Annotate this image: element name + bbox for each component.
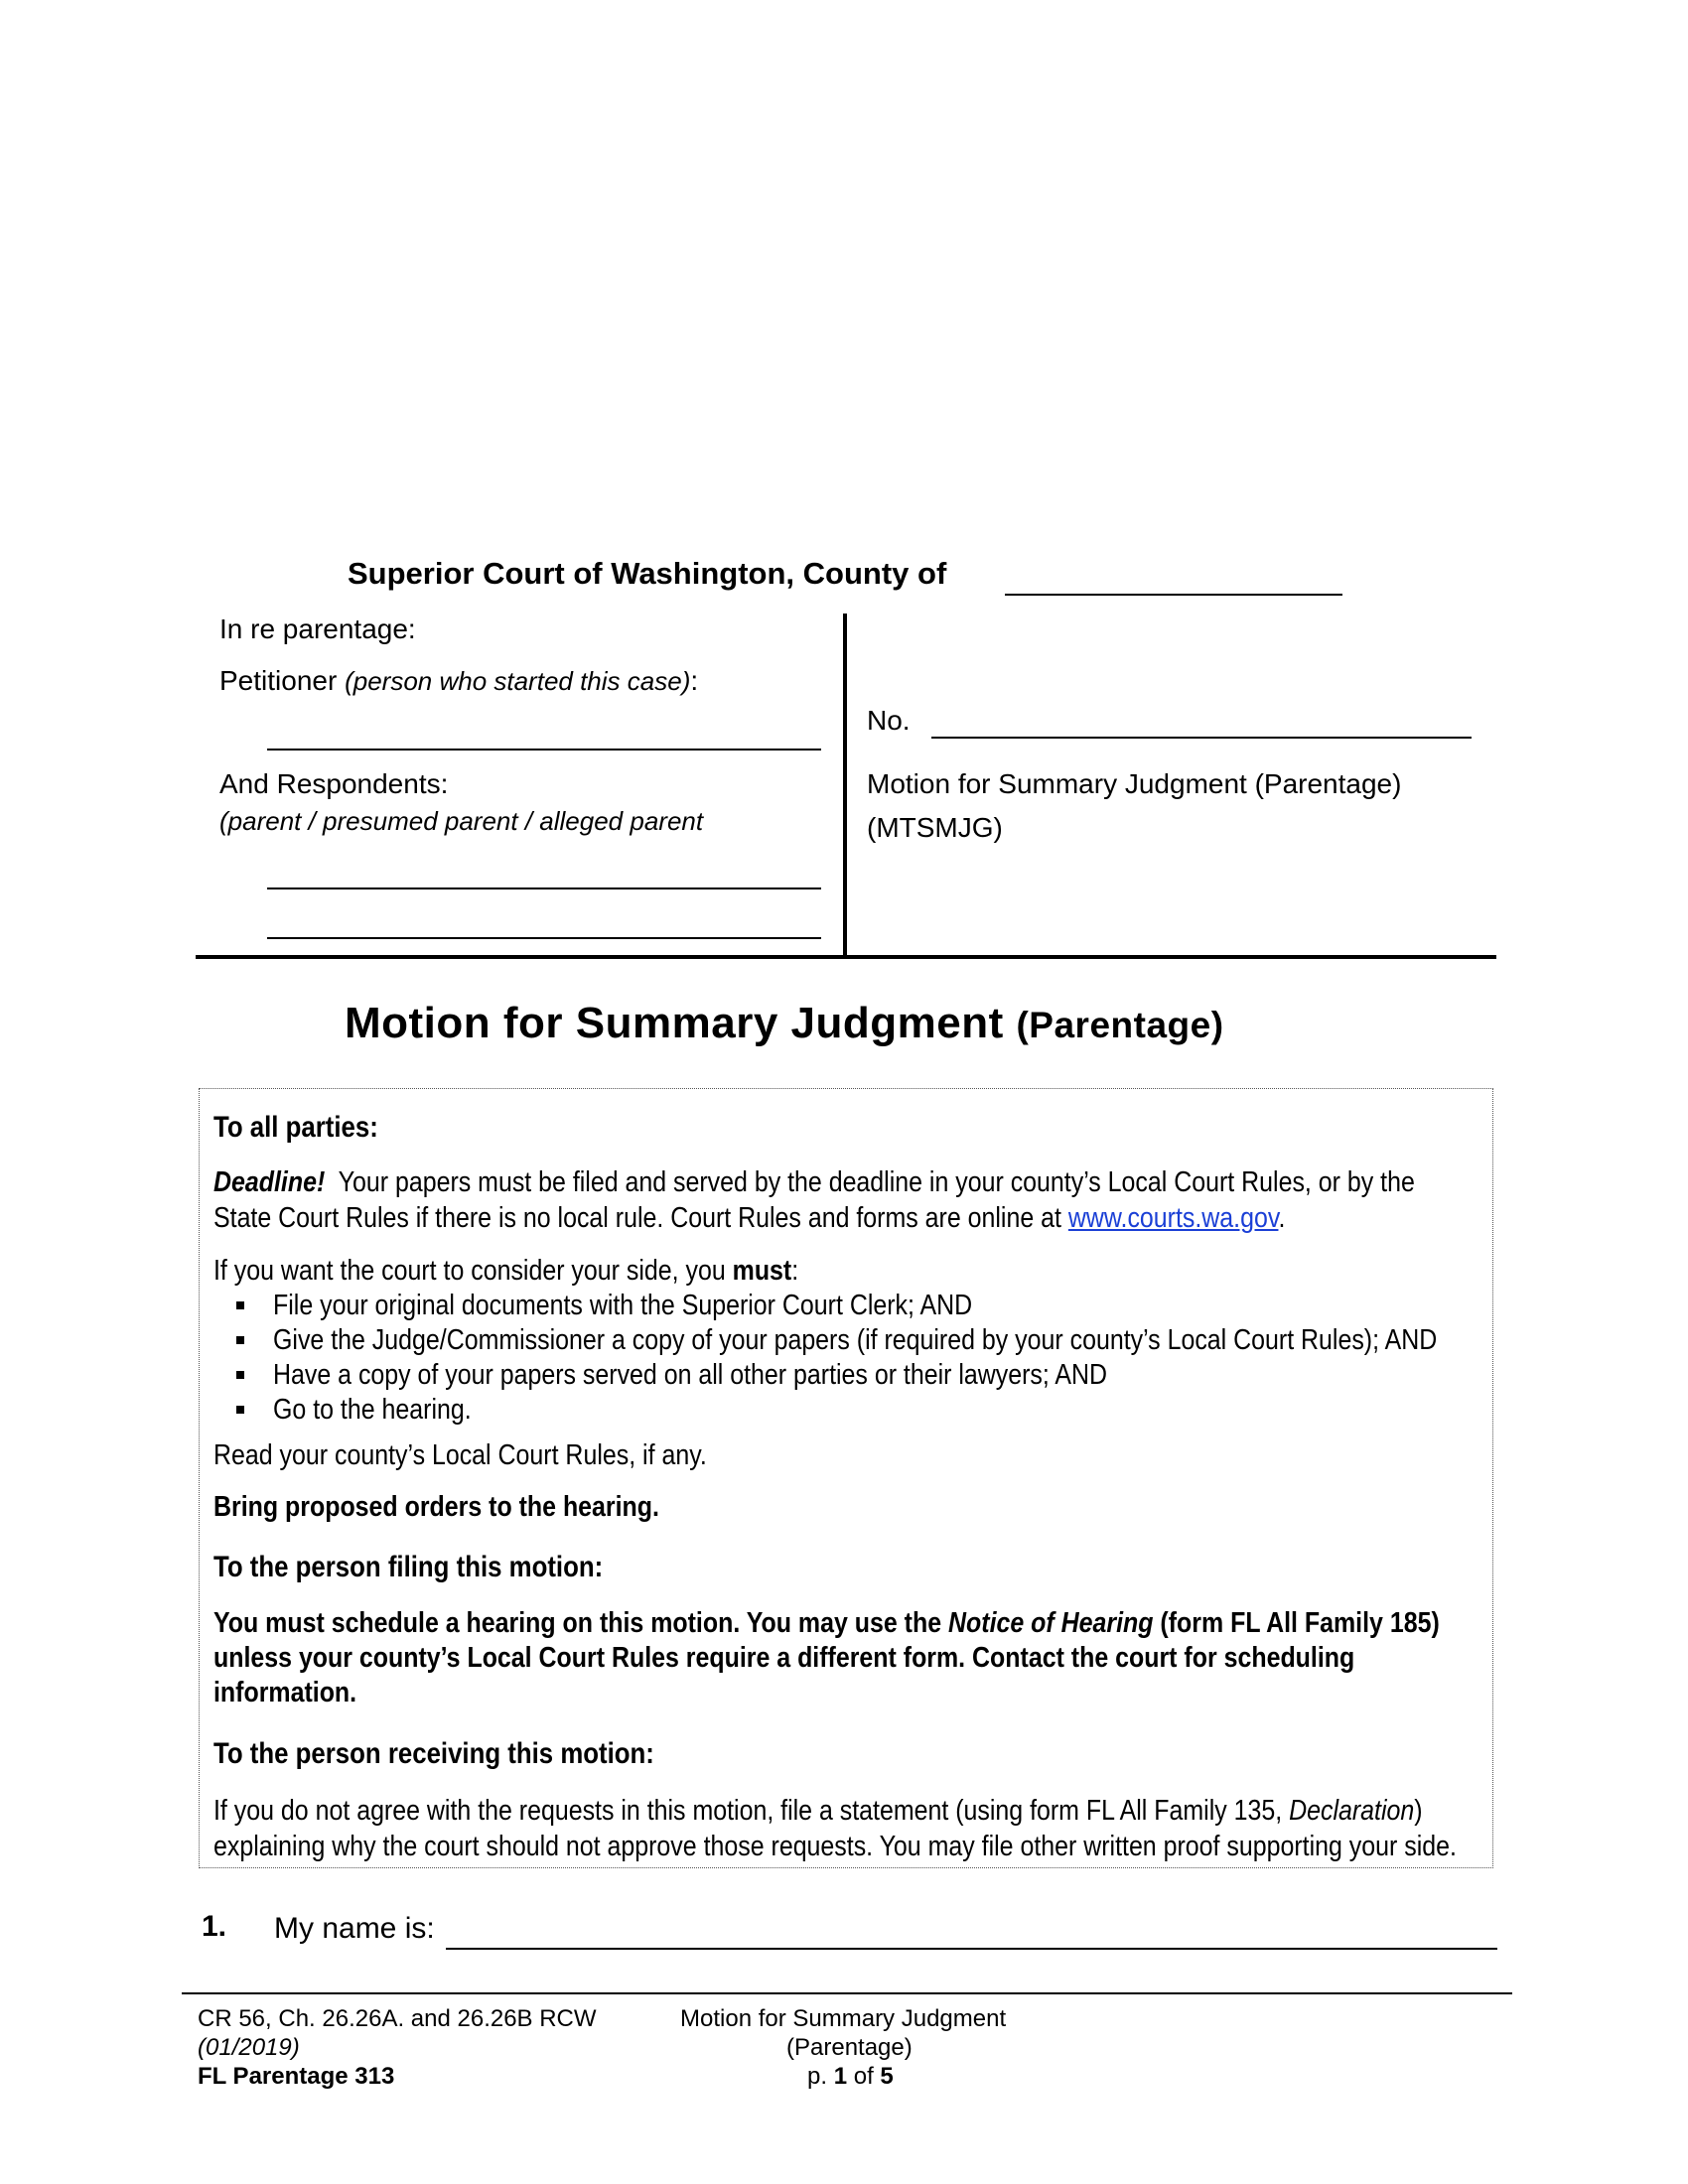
respondent-name-field-1[interactable] <box>267 854 821 889</box>
to-all-parties-heading: To all parties: <box>213 1111 378 1144</box>
page-title: Motion for Summary Judgment (Parentage) <box>345 999 1224 1047</box>
footer-date: (01/2019) <box>198 2034 300 2061</box>
my-name-field[interactable] <box>446 1912 1497 1950</box>
court-title: Superior Court of Washington, County of <box>348 556 947 591</box>
footer-title-1: Motion for Summary Judgment <box>680 2005 1007 2032</box>
case-no-label: No. <box>867 705 911 736</box>
bullet-icon <box>236 1301 244 1309</box>
filing-text-line-1: You must schedule a hearing on this motion. You may use the Notice of Hearing (form FL All Family 185) <box>213 1607 1440 1639</box>
doc-title-caption-1: Motion for Summary Judgment (Parentage) <box>867 768 1402 799</box>
respondent-name-field-2[interactable] <box>267 903 821 939</box>
receiving-text-line-2: explaining why the court should not approve those requests. You may file other written proof supporting your side. <box>213 1831 1457 1862</box>
respondents-note: (parent / presumed parent / alleged parent <box>219 806 704 836</box>
caption-divider <box>843 614 847 959</box>
petitioner-name-field[interactable] <box>267 715 821 751</box>
filing-text-line-3: information. <box>213 1677 357 1708</box>
footer-rule-citation: CR 56, Ch. 26.26A. and 26.26B RCW <box>198 2005 597 2032</box>
bullet-icon <box>236 1371 244 1379</box>
receiving-heading: To the person receiving this motion: <box>213 1737 654 1770</box>
case-number-field[interactable] <box>931 705 1472 739</box>
in-re-label: In re parentage: <box>219 614 416 644</box>
bullet-item-2: Give the Judge/Commissioner a copy of your papers (if required by your county’s Local Court Rules); AND <box>273 1324 1438 1356</box>
bullet-icon <box>236 1336 244 1344</box>
respondents-label: And Respondents: <box>219 768 449 799</box>
footer-title-2: (Parentage) <box>786 2034 913 2061</box>
petitioner-label: Petitioner (person who started this case): <box>219 665 699 696</box>
bullet-item-1: File your original documents with the Superior Court Clerk; AND <box>273 1290 973 1321</box>
page-subtitle: (Parentage) <box>1016 1005 1224 1045</box>
courts-link[interactable]: www.courts.wa.gov <box>1067 1202 1279 1234</box>
filing-text-line-2: unless your county’s Local Court Rules require a different form. Contact the court for scheduling <box>213 1642 1355 1674</box>
caption-bottom-rule <box>196 955 1496 959</box>
doc-title-caption-2: (MTSMJG) <box>867 812 1003 843</box>
consider-intro: If you want the court to consider your side, you must: <box>213 1255 799 1287</box>
deadline-paragraph-line-1: Deadline! Your papers must be filed and served by the deadline in your county’s Local Court Rules, or by the <box>213 1166 1415 1198</box>
bullet-item-4: Go to the hearing. <box>273 1394 472 1426</box>
footer-form-id: FL Parentage 313 <box>198 2063 395 2090</box>
filing-heading: To the person filing this motion: <box>213 1551 604 1583</box>
item-1-label: My name is: <box>274 1912 435 1945</box>
bring-orders-text: Bring proposed orders to the hearing. <box>213 1491 659 1523</box>
footer-rule <box>182 1992 1512 1994</box>
read-rules-text: Read your county’s Local Court Rules, if any. <box>213 1439 707 1471</box>
receiving-text-line-1: If you do not agree with the requests in this motion, file a statement (using form FL All Family 135, Declaration) <box>213 1795 1423 1827</box>
item-1-number: 1. <box>202 1910 227 1943</box>
deadline-paragraph-line-2: State Court Rules if there is no local rule. Court Rules and forms are online at www.courts.wa.gov. <box>213 1202 1286 1234</box>
bullet-icon <box>236 1406 244 1414</box>
petitioner-note: (person who started this case) <box>345 666 691 696</box>
county-field[interactable] <box>1005 564 1342 596</box>
bullet-item-3: Have a copy of your papers served on all other parties or their lawyers; AND <box>273 1359 1108 1391</box>
footer-page-number: p. 1 of 5 <box>807 2063 894 2090</box>
